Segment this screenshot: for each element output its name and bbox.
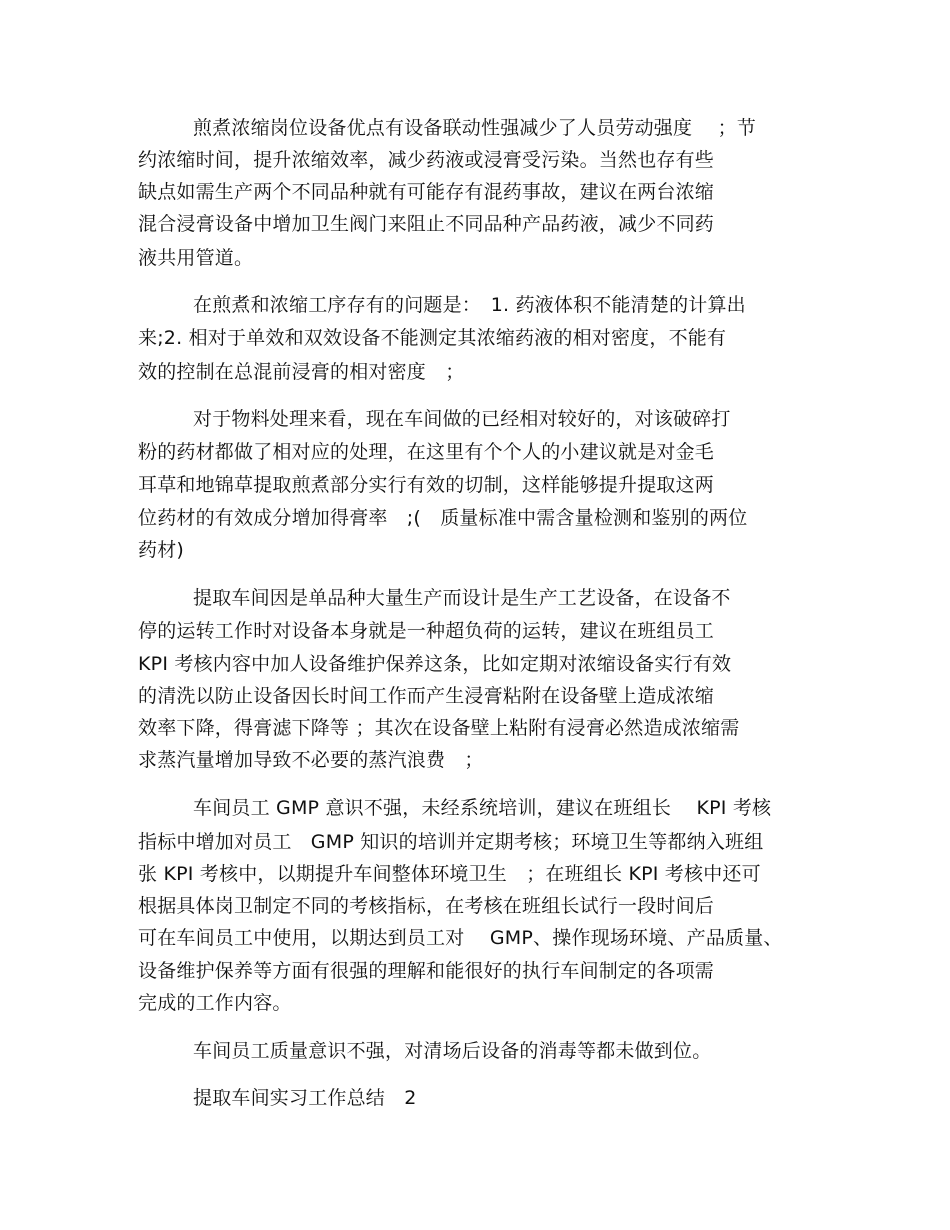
- text-line: 提取车间因是单品种大量生产而设计是生产工艺设备，在设备不: [193, 587, 731, 609]
- text-line: 提取车间实习工作总结 2: [193, 1087, 417, 1109]
- text-line: 缺点如需生产两个不同品种就有可能存有混药事故，建议在两台浓缩: [138, 181, 715, 203]
- text-line: 张 KPI 考核中，以期提升车间整体环境卫生 ；在班组长 KPI 考核中还可: [138, 863, 761, 885]
- text-line: 煎煮浓缩岗位设备优点有设备联动性强减少了人员劳动强度 ；节: [193, 117, 757, 139]
- text-line: 对于物料处理来看，现在车间做的已经相对较好的，对该破碎打: [193, 408, 731, 430]
- text-line: 停的运转工作时对设备本身就是一种超负荷的运转，建议在班组员工: [138, 620, 715, 642]
- text-line: 位药材的有效成分增加得膏率 ;( 质量标准中需含量检测和鉴别的两位: [138, 507, 748, 529]
- text-line: 在煎煮和浓缩工序存有的问题是： 1. 药液体积不能清楚的计算出: [193, 294, 746, 316]
- text-line: 液共用管道。: [138, 247, 254, 269]
- text-line: 指标中增加对员工 GMP 知识的培训并定期考核；环境卫生等都纳入班组: [138, 831, 764, 853]
- text-line: 效的控制在总混前浸膏的相对密度 ；: [138, 361, 465, 383]
- text-line: 约浓缩时间，提升浓缩效率，减少药液或浸膏受污染。当然也存有些: [138, 149, 715, 171]
- text-line: 根据具体岗卫制定不同的考核指标，在考核在班组长试行一段时间后: [138, 895, 715, 917]
- text-line: 的清洗以防止设备因长时间工作而产生浸膏粘附在设备壁上造成浓缩: [138, 685, 715, 707]
- text-line: 设备维护保养等方面有很强的理解和能很好的执行车间制定的各项需: [138, 960, 715, 982]
- text-line: 完成的工作内容。: [138, 992, 292, 1014]
- text-line: 混合浸膏设备中增加卫生阀门来阻止不同品种产品药液，减少不同药: [138, 213, 715, 235]
- text-line: 药材): [138, 539, 185, 561]
- text-line: 车间员工质量意识不强，对清场后设备的消毒等都未做到位。: [193, 1040, 712, 1062]
- text-line: 求蒸汽量增加导致不必要的蒸汽浪费 ；: [138, 749, 484, 771]
- text-line: 效率下降，得膏滤下降等 ；其次在设备壁上粘附有浸膏必然造成浓缩需: [138, 717, 740, 739]
- text-line: 来;2. 相对于单效和双效设备不能测定其浓缩药液的相对密度，不能有: [138, 327, 727, 349]
- text-line: 粉的药材都做了相对应的处理，在这里有个个人的小建议就是对金毛: [138, 441, 715, 463]
- text-line: 可在车间员工中使用，以期达到员工对 GMP、操作现场环境、产品质量、: [138, 927, 783, 949]
- text-line: 耳草和地锦草提取煎煮部分实行有效的切制，这样能够提升提取这两: [138, 474, 715, 496]
- text-line: 车间员工 GMP 意识不强，未经系统培训，建议在班组长 KPI 考核: [193, 797, 772, 819]
- text-line: KPI 考核内容中加人设备维护保养这条，比如定期对浓缩设备实行有效: [138, 653, 732, 675]
